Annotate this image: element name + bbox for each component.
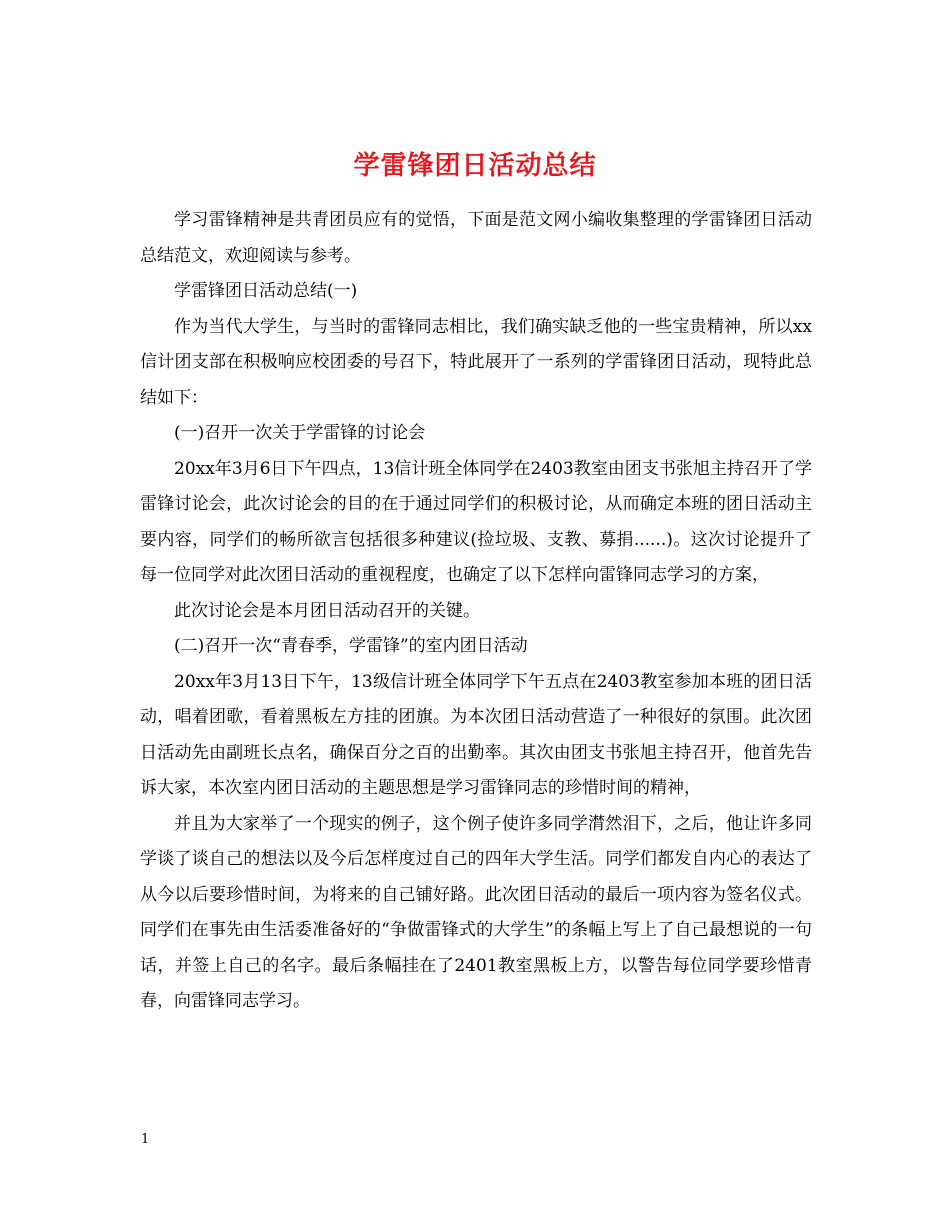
document-body	[140, 203, 812, 1020]
body-paragraph: 此次讨论会是本月团日活动召开的关键。	[174, 600, 480, 621]
section-heading: 学雷锋团日活动总结(一)	[174, 281, 358, 301]
intro-paragraph: 学习雷锋精神是共青团员应有的觉悟，下面是范文网小编收集整理的学雷锋团日活动总结范文，欢迎阅读与参考。	[140, 210, 812, 266]
subsection-heading: (一)召开一次关于学雷锋的讨论会	[174, 423, 426, 443]
page-number: 1	[141, 1132, 150, 1147]
body-paragraph: 20xx年3月6日下午四点，13信计班全体同学在2403教室由团支书张旭主持召开了学雷锋讨论会，此次讨论会的目的在于通过同学们的积极讨论，从而确定本班的团日活动主要内容，同学们的畅所欲言包括很多种建议(捡垃圾、支教、募捐......)。这次讨论提升了每一位同学对此次团日活动的重视程度，也确定了以下怎样向雷锋同志学习的方案，	[140, 458, 812, 585]
document-title: 学雷锋团日活动总结	[353, 151, 597, 182]
body-paragraph: 作为当代大学生，与当时的雷锋同志相比，我们确实缺乏他的一些宝贵精神，所以xx信计团支部在积极响应校团委的号召下，特此展开了一系列的学雷锋团日活动，现特此总结如下：	[140, 316, 812, 408]
body-paragraph: 20xx年3月13日下午，13级信计班全体同学下午五点在2403教室参加本班的团日活动，唱着团歌，看着黑板左方挂的团旗。为本次团日活动营造了一种很好的氛围。此次团日活动先由副班长点名，确保百分之百的出勤率。其次由团支书张旭主持召开，他首先告诉大家，本次室内团日活动的主题思想是学习雷锋同志的珍惜时间的精神，	[140, 671, 812, 798]
body-paragraph: 并且为大家举了一个现实的例子，这个例子使许多同学潸然泪下，之后，他让许多同学谈了谈自己的想法以及今后怎样度过自己的四年大学生活。同学们都发自内心的表达了从今以后要珍惜时间，为将来的自己铺好路。此次团日活动的最后一项内容为签名仪式。同学们在事先由生活委准备好的“争做雷锋式的大学生”的条幅上写上了自己最想说的一句话，并签上自己的名字。最后条幅挂在了2401教室黑板上方，以警告每位同学要珍惜青春，向雷锋同志学习。	[140, 813, 812, 1011]
subsection-heading: (二)召开一次“青春季，学雷锋”的室内团日活动	[174, 636, 528, 656]
